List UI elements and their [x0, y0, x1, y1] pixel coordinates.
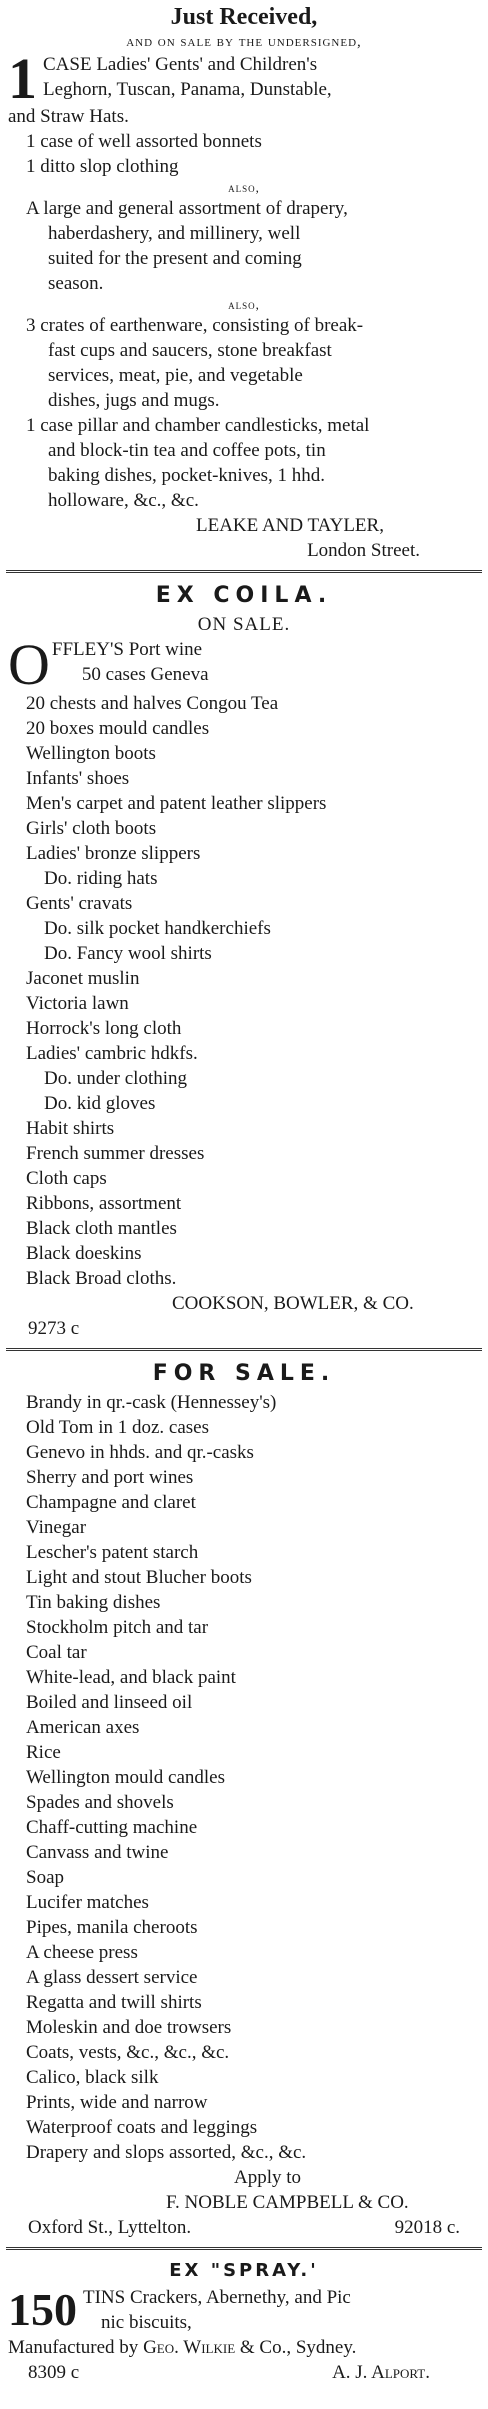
ad-subheading: and on sale by the undersigned, [126, 34, 362, 50]
list-item: Sherry and port wines [26, 1467, 194, 1488]
list-item: A glass dessert service [26, 1967, 198, 1988]
signature: COOKSON, BOWLER, & CO. [172, 1293, 414, 1314]
ad-heading: FOR SALE. [152, 1361, 336, 1386]
list-item: Chaff-cutting machine [26, 1817, 198, 1838]
list-item: Drapery and slops assorted, &c., &c. [26, 2142, 307, 2163]
item-list [8, 691, 480, 1291]
ad-ex-coila [0, 580, 488, 1341]
ad-for-sale [0, 1358, 488, 2240]
reference-number: 92018 c. [394, 2217, 460, 2238]
text-line: baking dishes, pocket-knives, 1 hhd. [48, 465, 326, 486]
list-item: Tin baking dishes [26, 1592, 161, 1613]
list-item: Old Tom in 1 doz. cases [26, 1417, 210, 1438]
text-line: nic biscuits, [101, 2312, 192, 2333]
signature: A. J. Alport. [332, 2362, 430, 2383]
list-item: Spades and shovels [26, 1792, 174, 1813]
ad-ex-spray [0, 2257, 488, 2385]
drop-cap: 1 [8, 52, 37, 104]
address: Oxford St., Lyttelton. [28, 2217, 192, 2238]
list-item: Do. silk pocket handkerchiefs [44, 918, 271, 939]
list-item: Jaconet muslin [26, 968, 140, 989]
list-item: 1 ditto slop clothing [26, 156, 179, 177]
text-line: 3 crates of earthenware, consisting of break- [26, 315, 364, 336]
list-item: Coal tar [26, 1642, 87, 1663]
drop-number: 150 [8, 2285, 77, 2335]
list-item: Ladies' cambric hdkfs. [26, 1043, 198, 1064]
list-item: Wellington boots [26, 743, 156, 764]
address: London Street. [307, 540, 420, 561]
signature: F. NOBLE CAMPBELL & CO. [166, 2192, 409, 2213]
list-item: Infants' shoes [26, 768, 130, 789]
text-line: suited for the present and coming [48, 248, 302, 269]
list-item: Victoria lawn [26, 993, 129, 1014]
list-item: 20 boxes mould candles [26, 718, 210, 739]
list-item: Cloth caps [26, 1168, 107, 1189]
list-item: Wellington mould candles [26, 1767, 225, 1788]
list-item: Prints, wide and narrow [26, 2092, 208, 2113]
list-item: A cheese press [26, 1942, 138, 1963]
ad-heading: EX "SPRAY.' [169, 2260, 319, 2281]
list-item: Black doeskins [26, 1243, 142, 1264]
drop-cap: O [8, 637, 50, 691]
text-line: TINS Crackers, Abernethy, and Pic [83, 2287, 351, 2308]
list-item: Light and stout Blucher boots [26, 1567, 252, 1588]
divider [6, 1348, 482, 1351]
list-item: Gents' cravats [26, 893, 133, 914]
list-item: Brandy in qr.-cask (Hennessey's) [26, 1392, 277, 1413]
divider [6, 570, 482, 573]
text-line: CASE Ladies' Gents' and Children's [43, 54, 318, 75]
text-line: holloware, &c., &c. [48, 490, 199, 511]
manufacturer-suffix: & Co., Sydney. [239, 2337, 357, 2358]
list-item: Girls' cloth boots [26, 818, 157, 839]
signature: LEAKE AND TAYLER, [196, 515, 384, 536]
list-item: Genevo in hhds. and qr.-casks [26, 1442, 254, 1463]
list-item: Coats, vests, &c., &c., &c. [26, 2042, 230, 2063]
list-item: Black cloth mantles [26, 1218, 177, 1239]
text-line: season. [48, 273, 104, 294]
list-item: Canvass and twine [26, 1842, 169, 1863]
text-line: Leghorn, Tuscan, Panama, Dunstable, [43, 79, 332, 100]
text-line: A large and general assortment of drapery, [26, 198, 348, 219]
list-item: American axes [26, 1717, 140, 1738]
text-line: fast cups and saucers, stone breakfast [48, 340, 332, 361]
list-item: Do. under clothing [44, 1068, 188, 1089]
list-item: Do. Fancy wool shirts [44, 943, 212, 964]
list-item: Men's carpet and patent leather slippers [26, 793, 327, 814]
list-item: Vinegar [26, 1517, 87, 1538]
list-item: French summer dresses [26, 1143, 205, 1164]
list-item: Lescher's patent starch [26, 1542, 199, 1563]
list-item: Soap [26, 1867, 64, 1888]
text-line: FFLEY'S Port wine [51, 639, 203, 660]
item-list [8, 1390, 480, 2165]
list-item: Ribbons, assortment [26, 1193, 182, 1214]
text-line: services, meat, pie, and vegetable [48, 365, 303, 386]
list-item: 1 case of well assorted bonnets [26, 131, 262, 152]
list-item: Regatta and twill shirts [26, 1992, 202, 2013]
text-line: and Straw Hats. [8, 106, 129, 127]
ad-subheading: ON SALE. [197, 614, 291, 635]
reference-number: 8309 c [28, 2362, 80, 2383]
text-line [8, 2335, 480, 2360]
text-line: haberdashery, and millinery, well [48, 223, 301, 244]
list-item: Pipes, manila cheroots [26, 1917, 198, 1938]
list-item: Do. kid gloves [44, 1093, 156, 1114]
text-line: dishes, jugs and mugs. [48, 390, 220, 411]
list-item: Boiled and linseed oil [26, 1692, 193, 1713]
manufacturer-name: Geo. Wilkie [143, 2337, 236, 2358]
divider [6, 2247, 482, 2250]
text-line: 50 cases Geneva [81, 664, 209, 685]
list-item: Black Broad cloths. [26, 1268, 177, 1289]
apply-label: Apply to [234, 2167, 302, 2188]
manufacturer-prefix: Manufactured by [8, 2337, 139, 2358]
list-item: Moleskin and doe trowsers [26, 2017, 232, 2038]
list-item: Waterproof coats and leggings [26, 2117, 258, 2138]
list-item: White-lead, and black paint [26, 1667, 236, 1688]
ad-just-received [0, 0, 488, 563]
list-item: Champagne and claret [26, 1492, 196, 1513]
list-item: Do. riding hats [44, 868, 158, 889]
reference-number: 9273 c [28, 1318, 80, 1339]
also-label: also, [228, 180, 260, 195]
text-line: and block-tin tea and coffee pots, tin [48, 440, 326, 461]
list-item: Habit shirts [26, 1118, 115, 1139]
list-item: Rice [26, 1742, 61, 1763]
list-item: Stockholm pitch and tar [26, 1617, 209, 1638]
list-item: Calico, black silk [26, 2067, 159, 2088]
list-item: Lucifer matches [26, 1892, 149, 1913]
also-label: also, [228, 297, 260, 312]
list-item: Ladies' bronze slippers [26, 843, 201, 864]
list-item: Horrock's long cloth [26, 1018, 182, 1039]
list-item: 20 chests and halves Congou Tea [26, 693, 279, 714]
ad-heading: Just Received, [170, 4, 318, 30]
text-line: 1 case pillar and chamber candlesticks, metal [26, 415, 370, 436]
ad-heading: EX COILA. [155, 583, 333, 608]
